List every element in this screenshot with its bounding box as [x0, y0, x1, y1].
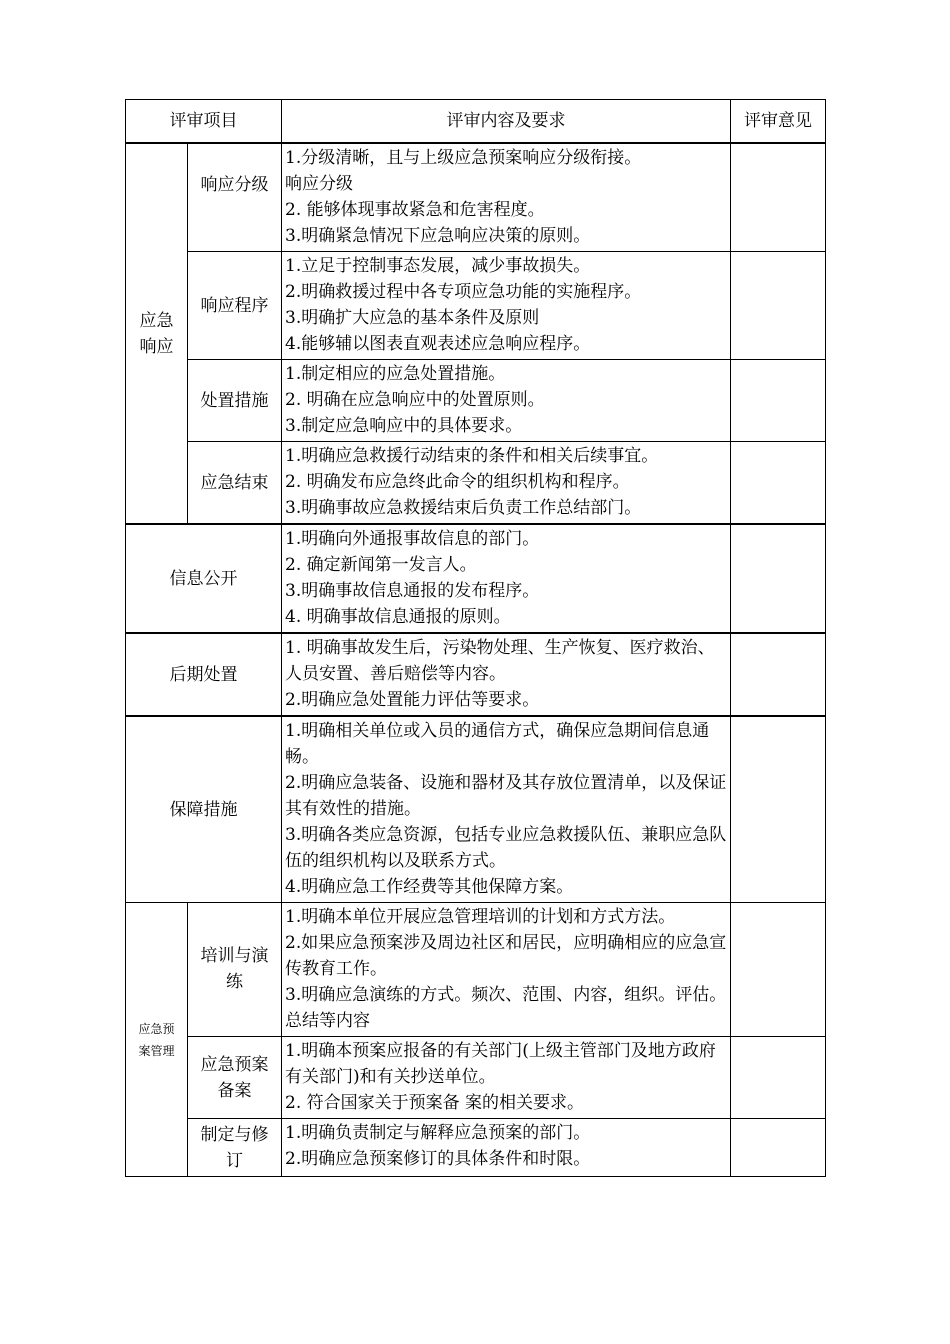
content-line: 1.制定相应的应急处置措施。 [285, 364, 506, 384]
content-line: 2. 确定新闻第一发言人。 [285, 555, 477, 575]
opinion-cell[interactable] [731, 143, 826, 252]
header-opinion: 评审意见 [731, 100, 826, 144]
table-row [126, 903, 826, 1037]
table-row [126, 143, 826, 252]
content-cell [282, 716, 731, 903]
table-row [126, 360, 826, 442]
content-line: 4.明确应急工作经费等其他保障方案。 [285, 877, 574, 897]
table-row [126, 442, 826, 525]
sub-item: 响应分级 [188, 143, 282, 252]
content-line: 1.立足于控制事态发展，减少事故损失。 [285, 256, 591, 276]
table-row [126, 1037, 826, 1119]
content-line: 2.明确救援过程中各专项应急功能的实施程序。 [285, 282, 642, 302]
content-line: 2. 明确在应急响应中的处置原则。 [285, 390, 545, 410]
sub-item: 制定与修 订 [188, 1119, 282, 1177]
sub-item: 应急结束 [188, 442, 282, 525]
content-line: 2. 明确发布应急终此命令的组织机构和程序。 [285, 472, 630, 492]
group-plan-management: 应急预 案管理 [126, 903, 188, 1177]
opinion-cell[interactable] [731, 1037, 826, 1119]
item-info-disclosure: 信息公开 [126, 524, 282, 633]
content-line: 1.明确负责制定与解释应急预案的部门。 [285, 1123, 591, 1143]
content-line: 2.如果应急预案涉及周边社区和居民，应明确相应的应急宣传教育工作。 [285, 933, 727, 979]
content-line: 2. 能够体现事故紧急和危害程度。 [285, 200, 545, 220]
table-row [126, 252, 826, 360]
content-line: 响应分级 [285, 174, 353, 194]
content-line: 1.明确本预案应报备的有关部门(上级主管部门及地方政府有关部门)和有关抄送单位。 [285, 1041, 716, 1087]
opinion-cell[interactable] [731, 442, 826, 525]
opinion-cell[interactable] [731, 1119, 826, 1177]
header-content: 评审内容及要求 [282, 100, 731, 144]
sub-item: 处置措施 [188, 360, 282, 442]
table-row [126, 716, 826, 903]
item-safeguards: 保障措施 [126, 716, 282, 903]
content-line: 3.明确紧急情况下应急响应决策的原则。 [285, 226, 591, 246]
content-line: 3.明确应急演练的方式。频次、范围、内容，组织。评估。总结等内容 [285, 985, 727, 1031]
content-line: 2.明确应急预案修订的具体条件和时限。 [285, 1149, 591, 1169]
content-cell [282, 1119, 731, 1177]
content-cell [282, 143, 731, 252]
opinion-cell[interactable] [731, 524, 826, 633]
content-line: 1. 明确事故发生后，污染物处理、生产恢复、医疗救治、人员安置、善后赔偿等内容。 [285, 638, 715, 684]
table-row [126, 1119, 826, 1177]
table-header-row [126, 100, 826, 144]
opinion-cell[interactable] [731, 716, 826, 903]
opinion-cell[interactable] [731, 633, 826, 716]
content-line: 2.明确应急装备、设施和器材及其存放位置清单，以及保证其有效性的措施。 [285, 773, 727, 819]
content-line: 1.明确相关单位或入员的通信方式，确保应急期间信息通畅。 [285, 721, 710, 767]
opinion-cell[interactable] [731, 252, 826, 360]
opinion-cell[interactable] [731, 360, 826, 442]
table-row [126, 633, 826, 716]
content-cell [282, 1037, 731, 1119]
content-cell [282, 633, 731, 716]
content-cell [282, 252, 731, 360]
content-line: 1.明确应急救援行动结束的条件和相关后续事宜。 [285, 446, 659, 466]
content-cell [282, 360, 731, 442]
content-cell [282, 524, 731, 633]
opinion-cell[interactable] [731, 903, 826, 1037]
content-line: 1.明确本单位开展应急管理培训的计划和方式方法。 [285, 907, 676, 927]
group-emergency-response: 应急 响应 [126, 143, 188, 524]
content-line: 4.能够辅以图表直观表述应急响应程序。 [285, 334, 591, 354]
sub-item: 应急预案 备案 [188, 1037, 282, 1119]
sub-item: 培训与演 练 [188, 903, 282, 1037]
review-table [125, 99, 826, 1177]
content-line: 3.明确事故应急救援结束后负责工作总结部门。 [285, 498, 642, 518]
header-item: 评审项目 [126, 100, 282, 144]
content-line: 1.明确向外通报事故信息的部门。 [285, 529, 540, 549]
content-line: 3.明确扩大应急的基本条件及原则 [285, 308, 540, 328]
item-post-disposal: 后期处置 [126, 633, 282, 716]
content-line: 2. 符合国家关于预案备 案的相关要求。 [285, 1093, 585, 1113]
table-row [126, 524, 826, 633]
content-line: 3.明确事故信息通报的发布程序。 [285, 581, 540, 601]
content-cell [282, 903, 731, 1037]
content-cell [282, 442, 731, 525]
content-line: 3.制定应急响应中的具体要求。 [285, 416, 523, 436]
content-line: 1.分级清晰，且与上级应急预案响应分级衔接。 [285, 148, 642, 168]
content-line: 4. 明确事故信息通报的原则。 [285, 607, 511, 627]
content-line: 3.明确各类应急资源，包括专业应急救援队伍、兼职应急队伍的组织机构以及联系方式。 [285, 825, 727, 871]
content-line: 2.明确应急处置能力评估等要求。 [285, 690, 540, 710]
sub-item: 响应程序 [188, 252, 282, 360]
